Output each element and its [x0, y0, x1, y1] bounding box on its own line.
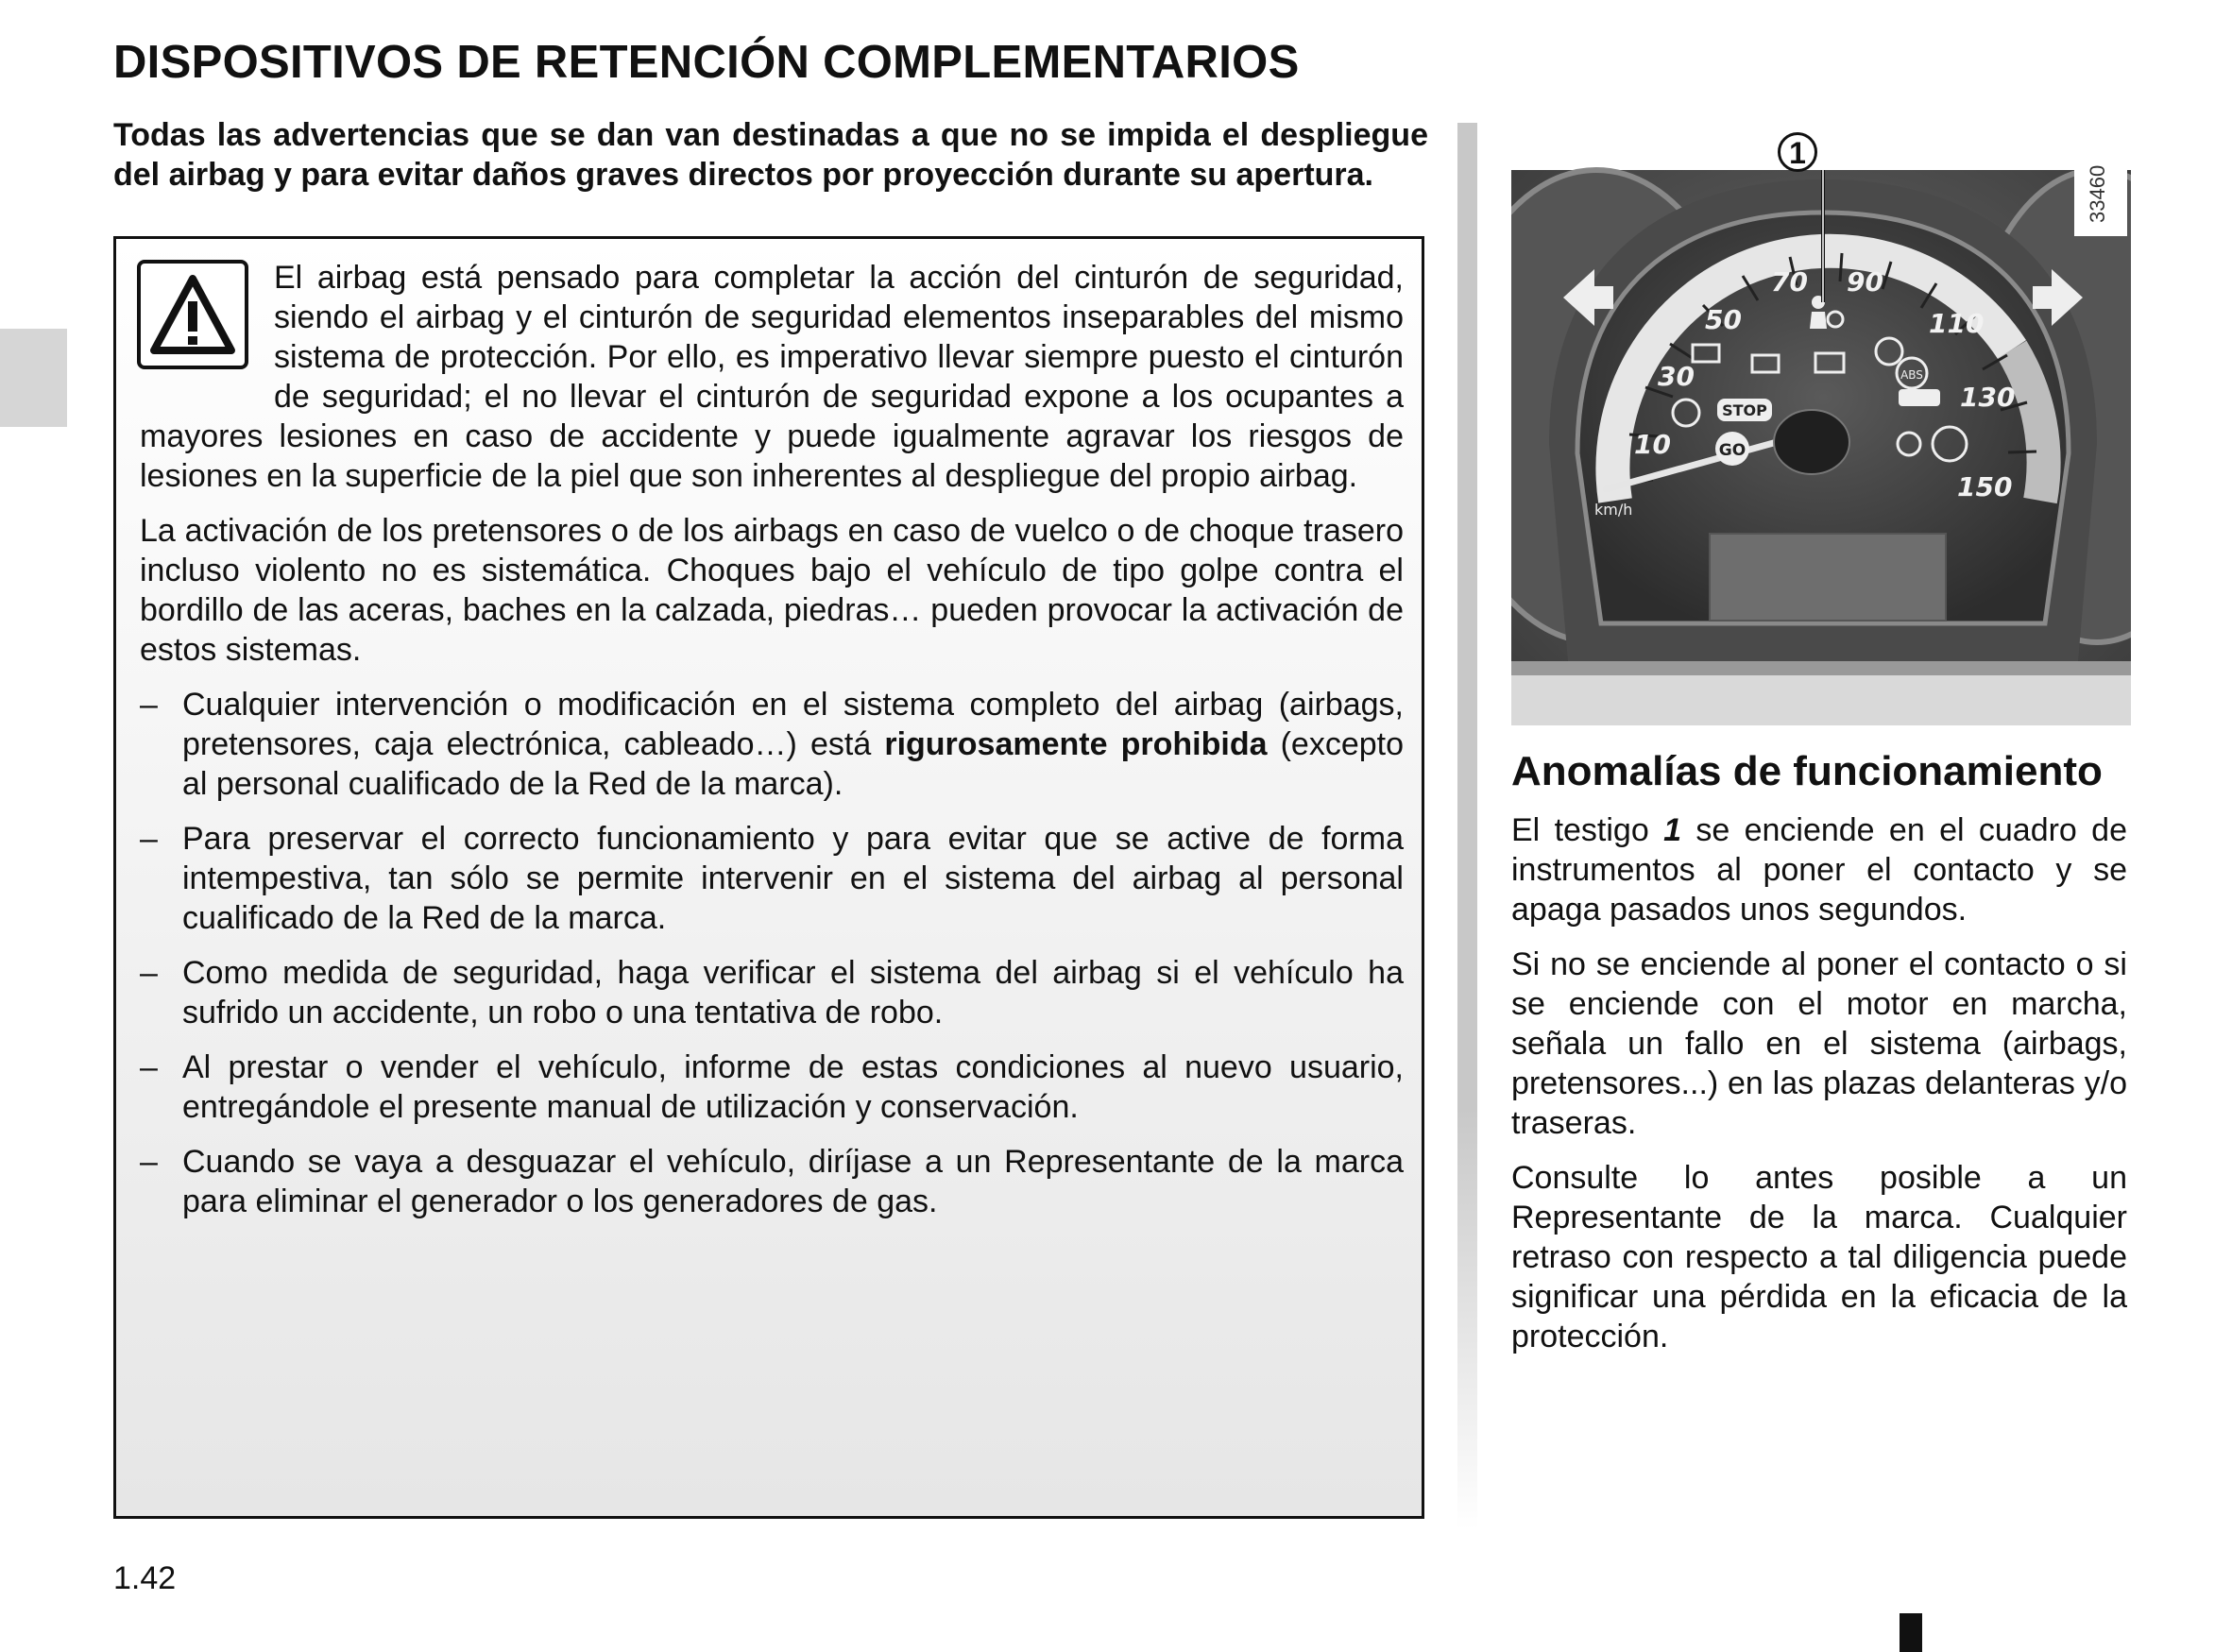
warning-content: [140, 258, 1404, 1236]
page-title: DISPOSITIVOS DE RETENCIÓN COMPLEMENTARIOS: [113, 37, 1300, 88]
page-number: 1.42: [113, 1560, 177, 1596]
warning-paragraph-1: El airbag está pensado para completar la acción del cinturón de seguridad, siendo el airbag y el cinturón de seguridad elementos inseparables del mismo sistema de protección. Por ello, es imperativo llevar siempre puesto el cinturón de seguridad; el no llevar el cinturón de seguridad expone a los ocupantes a mayores lesiones en caso de accidente y puede igualmente agravar los riesgos de lesiones en la superficie de la piel que son inherentes al despliegue del propio airbag.: [140, 260, 1404, 494]
list-item: [140, 819, 1404, 938]
list-item-text: Cualquier intervención o modificación en el sistema completo del airbag (airbags, pretensores, caja electrónica, cableado…) está: [182, 687, 1404, 762]
instrument-cluster-figure: [1511, 132, 2131, 725]
right-paragraph-2: Si no se enciende al poner el contacto o si se enciende con el motor en marcha, señala un fallo en el sistema (airbags, pretensores...) en las plazas delanteras y/o traseras.: [1511, 946, 2127, 1141]
go-indicator-label: GO: [1718, 441, 1746, 460]
list-item-text: Para preservar el correcto funcionamiento y para evitar que se active de forma intempestiva, tan sólo se permite intervenir en el sistema del airbag al personal cualificado de la Red de la marca.: [182, 821, 1404, 936]
list-item: [140, 1142, 1404, 1221]
page-edge-mark: [1900, 1613, 1922, 1652]
text-span: se enciende en el cuadro de instrumentos al poner el contacto y se apaga pasados unos segundos.: [1511, 812, 2127, 928]
list-dash: –: [140, 821, 158, 857]
speed-label: 10: [1634, 429, 1671, 460]
intro-paragraph: Todas las advertencias que se dan van destinadas a que no se impida el despliegue del airbag y para evitar daños graves directos por proyección durante su apertura.: [113, 117, 1428, 193]
speed-label: 90: [1847, 266, 1883, 298]
speed-label: 30: [1658, 361, 1695, 392]
section-tab-marker: [0, 329, 67, 427]
right-paragraph-1: [1511, 810, 2127, 929]
warning-box: [113, 236, 1424, 1519]
section-heading: Anomalías de funcionamiento: [1511, 748, 2103, 794]
right-column-text: [1511, 810, 2127, 1371]
list-item-text: Al prestar o vender el vehículo, informe de estas condiciones al nuevo usuario, entregándole el presente manual de utilización y conservación.: [182, 1049, 1404, 1125]
column-divider-bar: [1457, 123, 1477, 1530]
callout-number: 1: [1778, 132, 1817, 172]
list-item-text: Como medida de seguridad, haga verificar el sistema del airbag si el vehículo ha sufrido un accidente, un robo o una tentativa de robo.: [182, 955, 1404, 1030]
list-item-text: Cuando se vaya a desguazar el vehículo, diríjase a un Representante de la marca para eliminar el generador o los generadores de gas.: [182, 1144, 1404, 1219]
speed-label: 50: [1705, 304, 1742, 335]
list-dash: –: [140, 1049, 158, 1085]
speed-label: 110: [1929, 308, 1985, 339]
speed-label: 70: [1771, 266, 1808, 298]
list-item: [140, 953, 1404, 1032]
abs-indicator-label: ABS: [1900, 368, 1923, 382]
warning-paragraph-2: La activación de los pretensores o de los airbags en caso de vuelco o de choque trasero incluso violento no es sistemática. Choques bajo el vehículo de tipo golpe contra el bordillo de las aceras, baches en la calzada, piedras… pueden provocar la activación de estos sistemas.: [140, 513, 1404, 668]
callout-reference: 1: [1663, 812, 1681, 848]
list-item-bold: rigurosamente prohibida: [884, 726, 1268, 762]
warning-list: [140, 685, 1404, 1221]
speed-label: 130: [1960, 382, 2016, 413]
list-item-text: (excepto al personal cualificado de la Red de la marca).: [182, 726, 1405, 802]
text-span: El testigo: [1511, 812, 1664, 848]
figure-number-box: [2074, 132, 2127, 236]
stop-warning-label: STOP: [1722, 401, 1767, 419]
list-item: [140, 1047, 1404, 1127]
list-item: [140, 685, 1404, 804]
list-dash: –: [140, 955, 158, 991]
right-paragraph-3: Consulte lo antes posible a un Representante de la marca. Cualquier retraso con respecto a tal diligencia puede significar una pérdida en la eficacia de la protección.: [1511, 1160, 2127, 1354]
list-dash: –: [140, 687, 158, 723]
figure-number: 33460: [2086, 164, 2109, 223]
unit-label: km/h: [1594, 501, 1633, 519]
speed-label: 150: [1957, 471, 2013, 502]
list-dash: –: [140, 1144, 158, 1180]
